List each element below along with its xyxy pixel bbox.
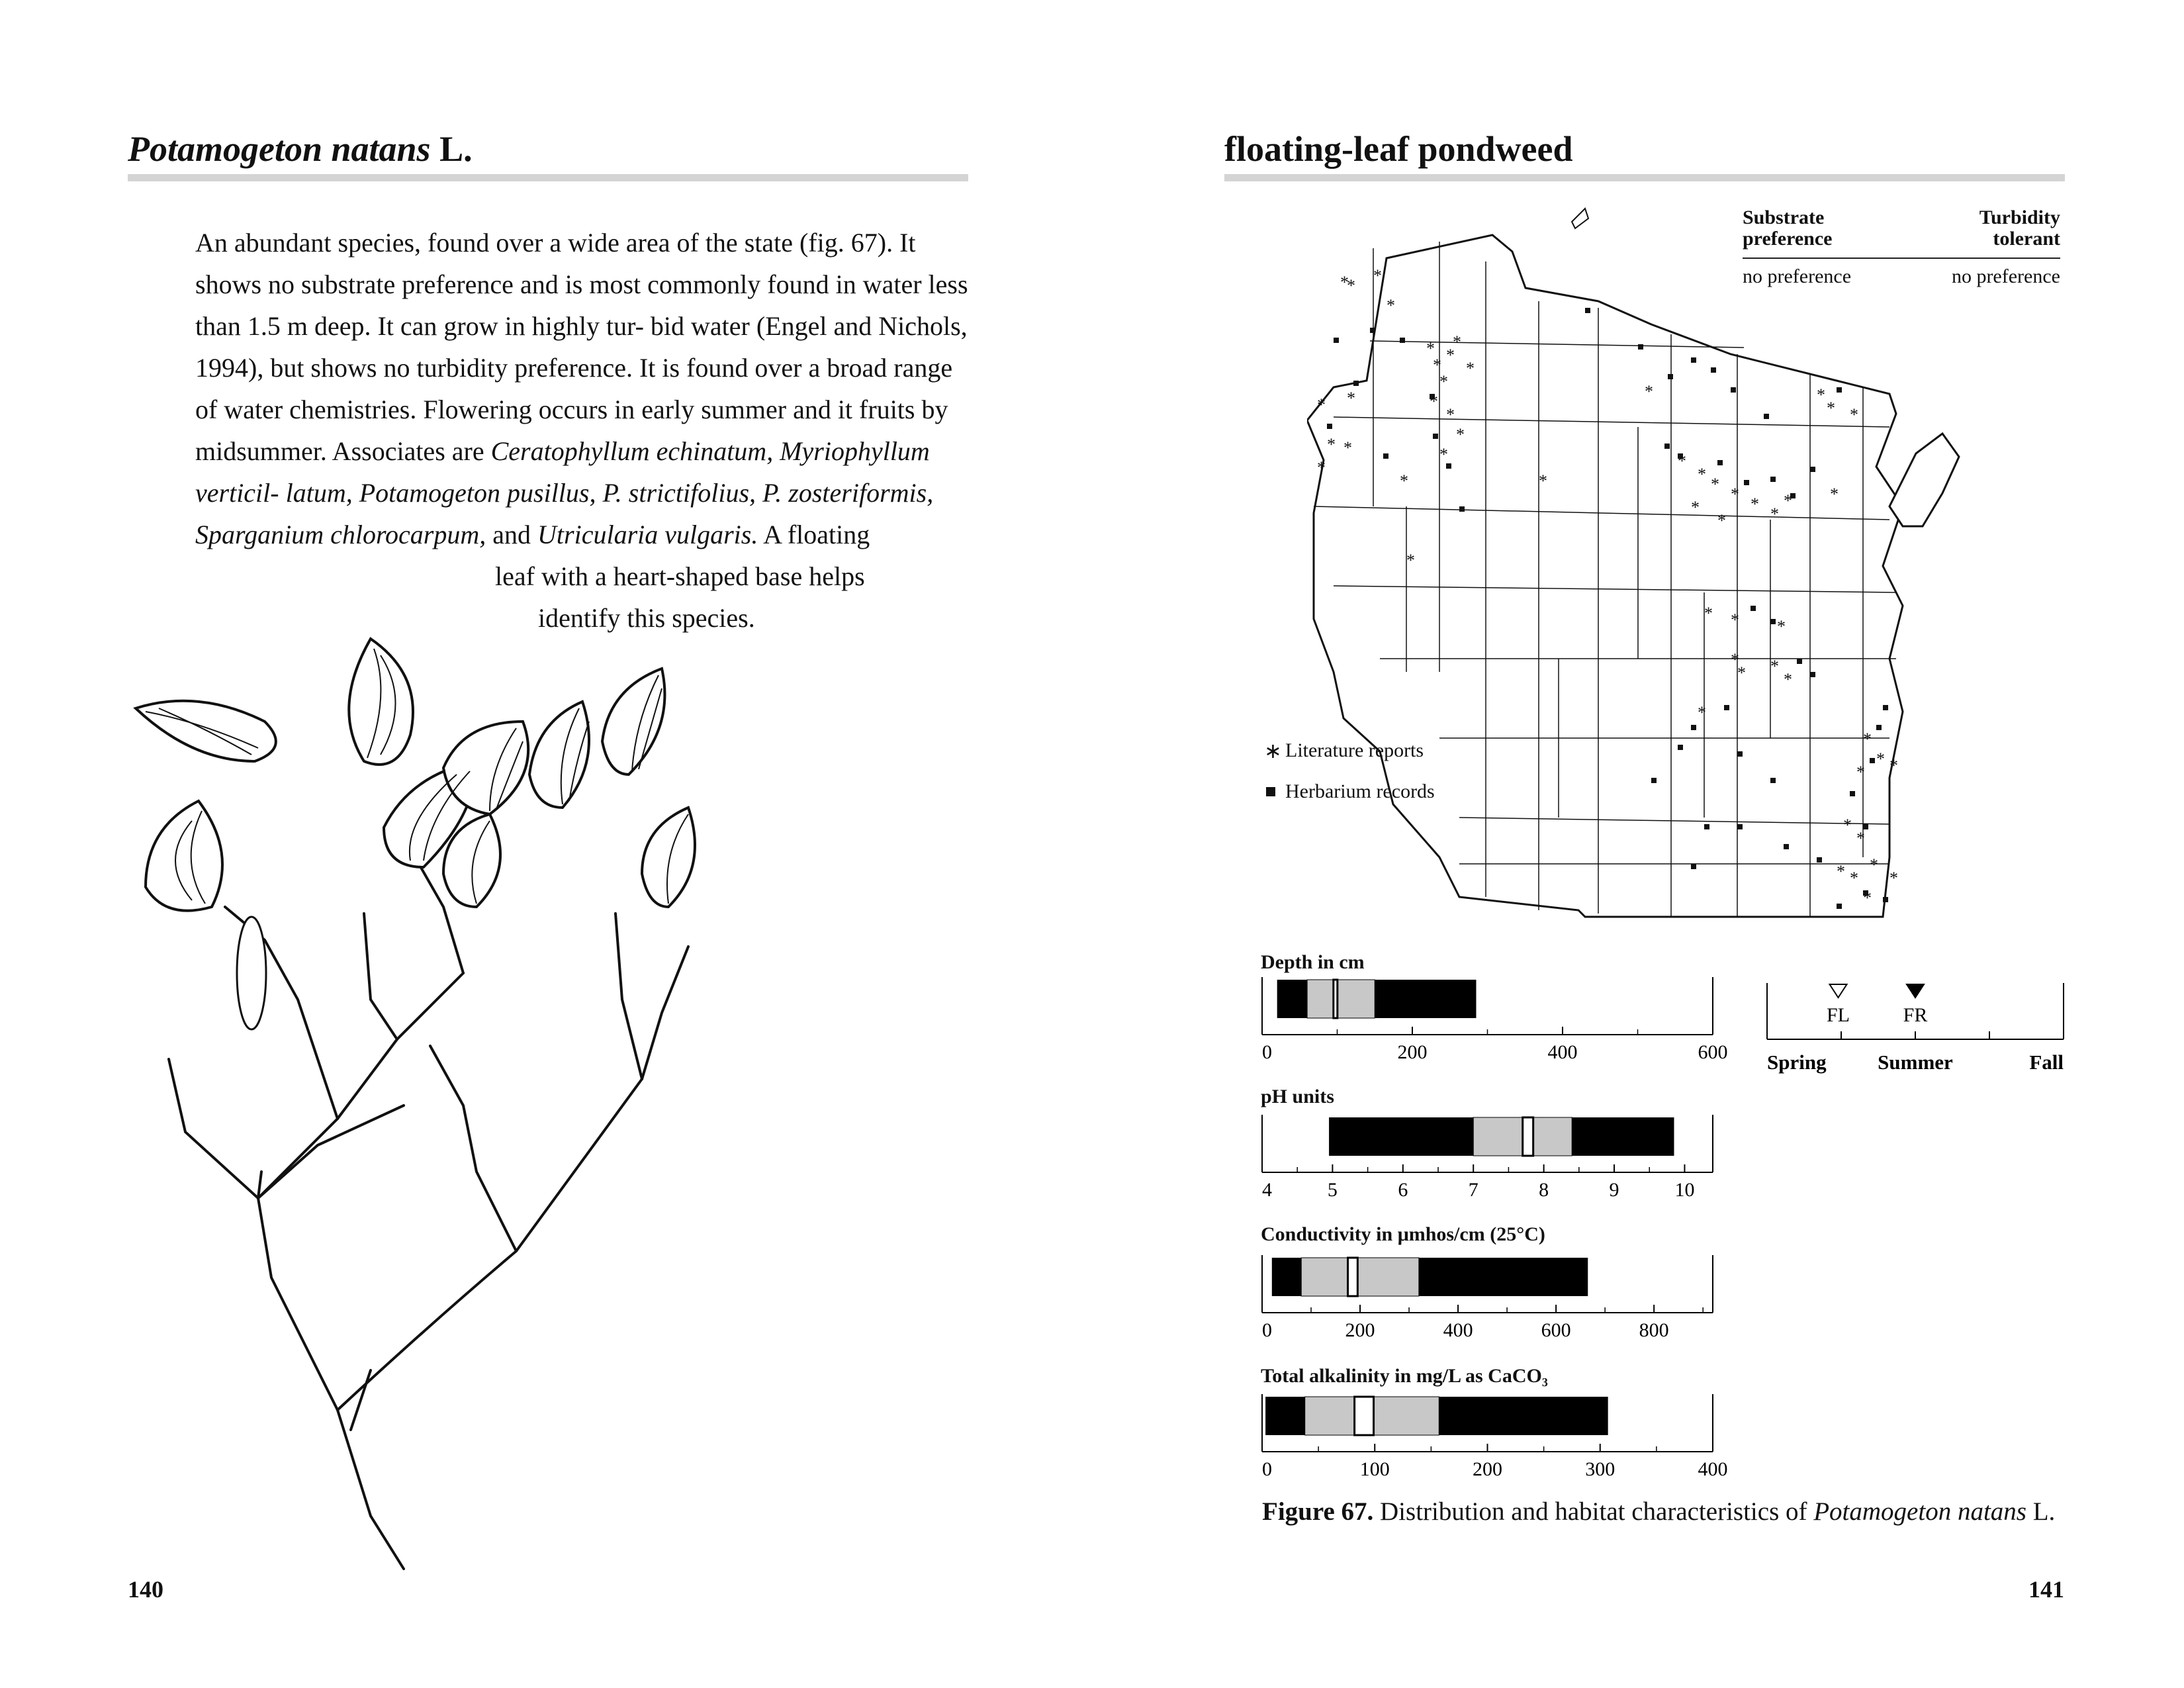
leaf-shape [136,701,276,761]
phenology-marker-label: FL [1827,1004,1850,1026]
svg-text:*: * [1850,405,1858,424]
legend-herbarium [1264,780,1435,803]
svg-text:*: * [1406,551,1415,570]
svg-text:*: * [1317,395,1326,414]
description-tail-2: identify this species. [538,603,755,633]
conductivity-chart-title: Conductivity in μmhos/cm (25°C) [1261,1223,1545,1245]
svg-text:*: * [1704,604,1713,623]
svg-text:*: * [1837,862,1845,881]
tick-label: 300 [1585,1458,1615,1480]
svg-text:*: * [1327,435,1336,454]
tick-label: 0 [1262,1319,1272,1341]
tick-label: 4 [1262,1179,1272,1201]
season-label: Fall [2029,1051,2064,1074]
tick-label: 8 [1539,1179,1549,1201]
svg-text:*: * [1691,498,1700,517]
phenology-chart [1760,970,2071,1079]
ph-chart [1254,1114,1731,1213]
common-name-title: floating-leaf pondweed [1224,129,1573,169]
tick-label: 0 [1262,1458,1272,1480]
turbidity-header-line2: tolerant [1993,228,2060,250]
species-description [195,222,976,639]
tick-label: 400 [1547,1041,1578,1063]
tick-label: 200 [1345,1319,1375,1341]
svg-text:*: * [1777,617,1786,636]
state-outline [1307,235,1903,917]
tick-label: 9 [1609,1179,1619,1201]
turbidity-value: no preference [1951,265,2060,287]
leaf-shape [146,801,222,911]
substrate-header-line1: Substrate [1743,207,1825,228]
figure-caption [1262,1493,2076,1531]
apostle-island [1572,209,1588,228]
svg-text:*: * [1698,703,1706,722]
svg-text:*: * [1343,438,1352,457]
svg-text:*: * [1737,663,1746,682]
inner-range-bar [1301,1258,1419,1296]
svg-text:*: * [1751,494,1759,514]
tick-label: 10 [1674,1179,1695,1201]
associates-list: Ceratophyllum echinatum, Myriophyllum verticil- latum, Potamogeton pusillus, P. strictifolius, P. zosteriformis, Sparganium chlorocarpum, [195,436,934,549]
svg-text:*: * [1347,389,1355,408]
season-label: Summer [1878,1051,1953,1074]
description-text-3: A floating [758,520,870,549]
tick-label: 800 [1639,1319,1669,1341]
svg-text:*: * [1731,485,1739,504]
svg-text:*: * [1698,465,1706,484]
svg-text:*: * [1446,346,1455,365]
svg-text:*: * [1439,445,1448,464]
description-text-2: and [486,520,538,549]
flower-spike [237,917,266,1029]
distribution-map [1307,195,2002,923]
alkalinity-chart-title: Total alkalinity in mg/L as CaCO₃ [1261,1365,1548,1387]
svg-text:*: * [1433,355,1441,375]
svg-text:*: * [1770,504,1779,524]
svg-text:*: * [1453,332,1461,352]
tick-label: 0 [1262,1041,1272,1063]
svg-text:*: * [1400,471,1408,491]
svg-text:*: * [1717,511,1726,530]
tick-label: 400 [1698,1458,1728,1480]
species-title [128,131,473,167]
leaf-shape [642,808,695,907]
description-text-1: An abundant species, found over a wide area of the state (fig. 67). It shows no substrate preference and is most commonly found in water less than 1.5 m deep. It can grow in highly tur- bid water (Engel and Nichols, 1994), but shows no turbidity preference. It is found over a broad range of water chemistries. Flowering occurs in early summer and it fruits by midsummer. Associates are [195,228,968,466]
svg-text:*: * [1784,491,1792,510]
median-marker [1334,980,1338,1018]
depth-chart-title: Depth in cm [1261,951,1365,973]
svg-text:*: * [1426,339,1435,358]
plant-illustration [119,629,794,1589]
svg-text:*: * [1711,475,1719,494]
substrate-header-line2: preference [1743,228,1833,250]
svg-text:*: * [1870,855,1878,874]
svg-text:*: * [1856,763,1865,782]
svg-text:*: * [1889,756,1898,775]
svg-text:*: * [1678,451,1686,471]
tick-label: 200 [1473,1458,1502,1480]
leaf-shape [529,702,589,808]
svg-text:*: * [1731,650,1739,669]
svg-text:*: * [1466,359,1475,378]
tick-label: 200 [1397,1041,1428,1063]
depth-chart [1254,976,1731,1076]
median-marker [1523,1117,1533,1156]
ph-chart-title: pH units [1261,1086,1334,1107]
legend-herbarium-label: Herbarium records [1285,780,1435,802]
tick-label: 400 [1443,1319,1473,1341]
svg-text:*: * [1889,868,1898,888]
svg-text:*: * [1317,458,1326,477]
svg-text:*: * [1770,657,1779,676]
svg-text:*: * [1856,829,1865,848]
figure-label: Figure 67. [1262,1497,1374,1526]
species-authority: L. [439,129,473,169]
median-marker [1348,1258,1358,1296]
svg-text:*: * [1645,382,1653,401]
page-number-right: 141 [2028,1576,2064,1603]
tick-label: 100 [1359,1458,1390,1480]
svg-text:*: * [1340,273,1349,292]
filled-triangle-icon [1907,984,1924,998]
left-title-rule [128,174,968,181]
svg-text:*: * [1439,372,1448,391]
description-paragraph [195,222,976,555]
tick-label: 7 [1468,1179,1479,1201]
caption-species: Potamogeton natans [1813,1497,2026,1526]
map-legend [1264,738,1435,803]
phenology-marker-label: FR [1903,1004,1928,1026]
svg-text:*: * [1863,729,1872,749]
legend-literature-label: Literature reports [1285,739,1424,761]
open-triangle-icon [1830,984,1847,998]
season-label: Spring [1767,1051,1827,1074]
turbidity-header-line1: Turbidity [1979,207,2060,228]
species-name: Potamogeton natans [128,129,431,169]
door-peninsula [1889,434,1959,526]
page-number-left: 140 [128,1576,163,1603]
svg-text:*: * [1456,425,1465,444]
tick-label: 600 [1698,1041,1728,1063]
description-tail-1: leaf with a heart-shaped base helps [495,561,865,591]
svg-text:*: * [1784,670,1792,689]
asterisk-icon: ∗ [1264,739,1282,763]
median-marker [1355,1397,1374,1435]
svg-text:*: * [1876,749,1885,769]
svg-text:*: * [1843,816,1852,835]
substrate-value: no preference [1743,265,1852,287]
svg-text:*: * [1863,888,1872,908]
tick-label: 6 [1398,1179,1408,1201]
svg-text:*: * [1830,485,1839,504]
associate-last: Utricularia vulgaris. [537,520,758,549]
inner-range-bar [1307,980,1375,1018]
svg-text:*: * [1387,296,1395,315]
tick-label: 5 [1327,1179,1338,1201]
legend-literature [1264,738,1435,763]
svg-text:*: * [1446,405,1455,424]
svg-text:*: * [1731,610,1739,630]
tick-label: 600 [1541,1319,1571,1341]
square-icon [1266,787,1275,796]
conductivity-chart [1254,1254,1731,1354]
svg-text:*: * [1817,385,1825,404]
svg-text:*: * [1850,868,1858,888]
svg-text:*: * [1347,276,1355,295]
svg-text:*: * [1430,392,1438,411]
caption-text: Distribution and habitat characteristics of [1373,1497,1814,1526]
caption-authority: L. [2026,1497,2056,1526]
svg-text:*: * [1373,266,1382,285]
svg-text:*: * [1827,399,1835,418]
alkalinity-chart [1254,1393,1731,1493]
svg-text:*: * [1539,471,1547,491]
right-title-rule [1224,174,2065,181]
